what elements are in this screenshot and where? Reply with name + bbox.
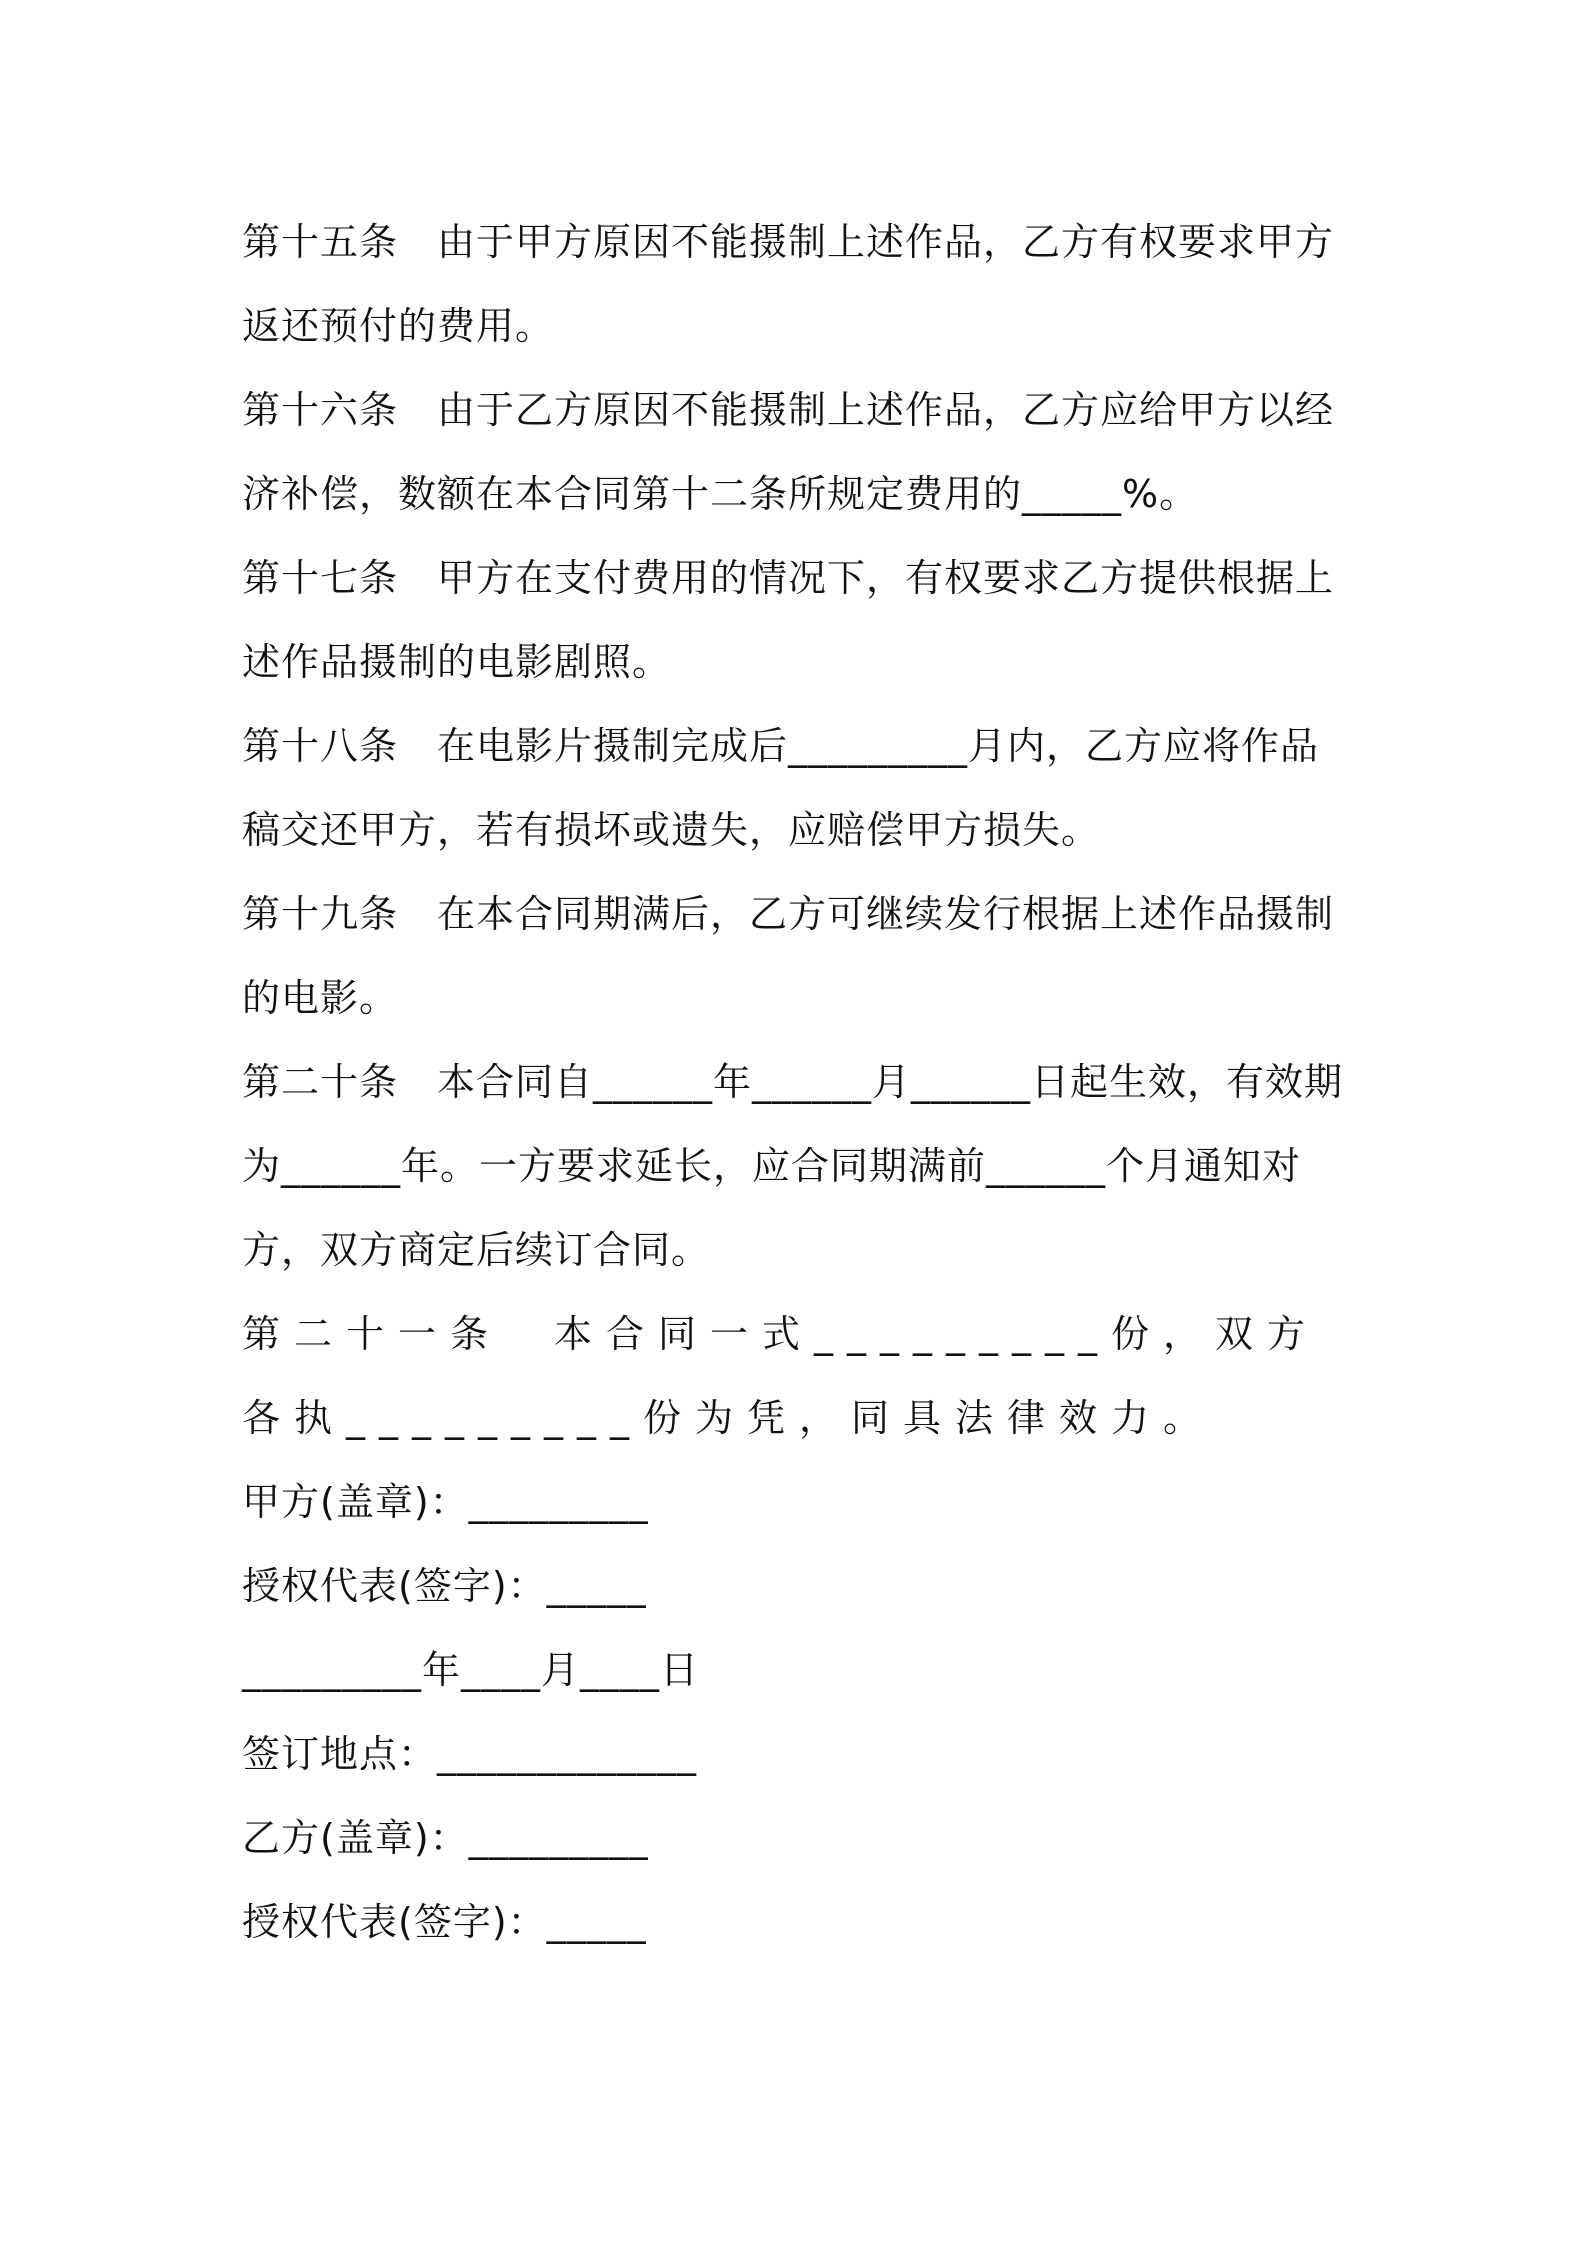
article-17: 第十七条 甲方在支付费用的情况下，有权要求乙方提供根据上述作品摄制的电影剧照。 <box>242 556 1335 684</box>
article-18: 第十八条 在电影片摄制完成后_________月内，乙方应将作品稿交还甲方，若有损坏或遗失，应赔偿甲方损失。 <box>242 724 1320 852</box>
party-b-seal: 乙方(盖章)：_________ <box>242 1816 649 1860</box>
article-20: 第二十条 本合同自______年______月______日起生效，有效期为______年。一方要求延长，应合同期满前______个月通知对方，双方商定后续订合同。 <box>242 1060 1344 1272</box>
party-b-representative: 授权代表(签字)：_____ <box>242 1900 647 1944</box>
article-21: 第二十一条 本合同一式_________份，双方各执_________份为凭，同具法律效力。 <box>242 1312 1320 1440</box>
contract-page <box>242 200 1352 1964</box>
party-a-representative: 授权代表(签字)：_____ <box>242 1564 647 1608</box>
article-16: 第十六条 由于乙方原因不能摄制上述作品，乙方应给甲方以经济补偿，数额在本合同第十二条所规定费用的_____%。 <box>242 388 1335 516</box>
article-15: 第十五条 由于甲方原因不能摄制上述作品，乙方有权要求甲方返还预付的费用。 <box>242 220 1335 348</box>
article-19: 第十九条 在本合同期满后，乙方可继续发行根据上述作品摄制的电影。 <box>242 892 1335 1020</box>
party-a-seal: 甲方(盖章)：_________ <box>242 1480 649 1524</box>
signing-date: _________年____月____日 <box>242 1648 700 1692</box>
signing-place: 签订地点：_____________ <box>242 1732 698 1776</box>
